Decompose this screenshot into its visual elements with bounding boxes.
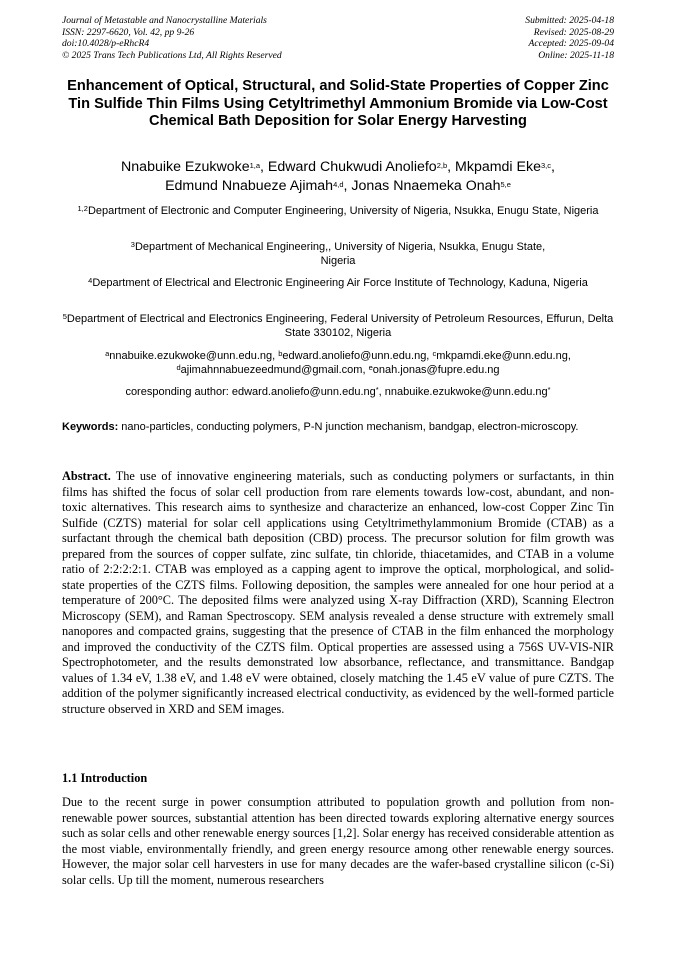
copyright: © 2025 Trans Tech Publications Ltd, All Rights Reserved [62,49,282,61]
author-name: Edward Chukwudi Anoliefo [267,159,437,175]
author-superscript: 2,b [436,161,448,170]
keywords-text: nano-particles, conducting polymers, P-N junction mechanism, bandgap, electron-microscopy. [118,421,579,433]
email-superscript: d [176,363,181,373]
abstract-text: The use of innovative engineering materials, such as conducting polymers or surfactants, in thin films has shifted the focus of solar cell production from rare elements towards low-cost, abundant, and non-toxic alternatives. This research aims to synthesize and characterize an enhanced, low-cost Copper Zinc Tin Sulfide (CZTS) material for solar cell applications using Cetyltrimethylammonium Bromide (CTAB) as a surfactant through the chemical bath deposition (CBD) process. The precursor solution for film growth was prepared from the sources of copper sulfate, zinc sulfate, tin chloride, thiacetamides, and CTAB in a volume ratio of 2:2:2:2:1. CTAB was employed as a capping agent to improve the optical, morphological, and solid-state properties of the CZTS films. Following deposition, the samples were annealed for one hour period at a temperature of 200°C. The deposited films were analyzed using X-ray Diffraction (XRD), Scanning Electron Microscopy (SEM), and Raman Spectroscopy. SEM analysis revealed a dense structure with extremely small nanopores and compacted grains, suggesting that the presence of CTAB in the film enhanced the morphology and improved the conductivity of the CZTS film. Optical properties are assessed using a 756S UV-VIS-NIR Spectrophotometer, and the results demonstrated low absorbance, reflectance, and transmittance. Bandgap values of 1.34 eV, 1.38 eV, and 1.48 eV were obtained, closely matching the 1.45 eV value of pure CZTS. The addition of the polymer significantly increased electrical conductivity, as evidenced by the well-formed particle structure observed in XRD and SEM images. [62,469,614,716]
accepted-date: Accepted: 2025-09-04 [528,38,614,50]
corresponding-mark: * [547,385,551,394]
header-left [62,15,282,61]
author-list: Nnabuike Ezukwoke$^{1,a}$, Edward Chukwudi Anoliefo$^{2,b}$, Mkpamdi Eke$^{3,c}$, Edmund Nnabueze Ajimah$^{4,d}$, Jonas Nnaemeka Onah$^{5,e}$ [121,159,555,194]
email-list [62,349,614,378]
author-name: Nnabuike Ezukwoke [121,159,250,175]
affiliation-text: Department of Electronic and Computer Engineering, University of Nigeria, Nsukka, Enugu State, Nigeria [87,205,599,217]
affiliation [62,312,614,341]
corresponding-mark: * [375,385,379,394]
email-superscript: b [278,349,283,358]
email-address[interactable]: nnabuike.ezukwoke@unn.edu.ng, [109,350,276,362]
introduction-paragraph: Due to the recent surge in power consumption attributed to population growth and pollution from non-renewable power sources, substantial attention has been directed towards exploring alternative energy sources such as solar cells and other renewable energy sources [1,2]. Solar energy has received considerable attention as the most viable, environmentally friendly, and green energy resource among other renewable energy sources. However, the major solar cell harvesters in use for many decades are the wafer-based crystalline silicon (c-Si) solar cells. Up till the moment, numerous researchers [62,795,614,887]
online-date: Online: 2025-11-18 [538,49,614,61]
author-superscript: 3,c [540,161,551,170]
doi: doi:10.4028/p-eRhcR4 [62,38,150,50]
affiliation-superscript: 1,2 [77,204,88,213]
email-superscript: c [432,349,437,358]
email-superscript: e [368,363,373,373]
author-name: Edmund Nnabueze Ajimah [165,178,334,194]
email-superscript: a [105,349,110,358]
affiliation-superscript: 5 [62,312,67,321]
email-address[interactable]: edward.anoliefo@unn.edu.ng, [282,350,430,362]
submitted-date: Submitted: 2025-04-18 [525,15,614,26]
email-address[interactable]: ajimahnnabuezeedmund@gmail.com, [180,364,366,377]
corresponding-author [62,385,614,399]
corresponding-email[interactable]: , nnabuike.ezukwoke@unn.edu.ng [378,386,548,398]
keywords-label: Keywords: [62,421,119,433]
author-superscript: 5,e [500,180,511,189]
email-address[interactable]: onah.jonas@fupre.edu.ng [372,364,500,377]
keywords [62,420,614,434]
paper-title: Enhancement of Optical, Structural, and Solid-State Properties of Copper Zinc Tin Sulfide Thin Films Using Cetyltrimethyl Ammonium Bromide via Low-Cost Chemical Bath Deposition for Solar Energy Harvesting [67,78,609,130]
abstract-label: Abstract. [62,469,111,483]
email-address[interactable]: mkpamdi.eke@unn.edu.ng, [436,350,571,362]
corresponding-email[interactable]: edward.anoliefo@unn.edu.ng [231,386,376,398]
affiliation-superscript: 4 [88,276,93,285]
affiliation [62,240,614,269]
author-name: Jonas Nnaemeka Onah [351,178,501,194]
affiliation-superscript: 3 [130,240,135,249]
abstract [62,469,614,717]
author-superscript: 4,d [333,180,344,189]
author-superscript: 1,a [249,161,261,170]
journal-name: Journal of Metastable and Nanocrystalline Materials [62,15,267,26]
affiliation [62,276,614,290]
affiliation [62,204,614,218]
author-name: Mkpamdi Eke [455,159,541,175]
issn: ISSN: 2297-6620, Vol. 42, pp 9-26 [62,26,195,38]
header-right [525,15,614,61]
revised-date: Revised: 2025-08-29 [533,26,614,38]
section-heading: 1.1 Introduction [62,771,148,785]
affiliation-text: Department of Electrical and Electronic Engineering Air Force Institute of Technology, Kaduna, Nigeria [92,277,588,289]
affiliation-text: Department of Electrical and Electronics Engineering, Federal University of Petroleum Resources, Effurun, Delta State 330102, Nigeria [66,313,614,340]
affiliation-text: Department of Mechanical Engineering,, University of Nigeria, Nsukka, Enugu State, Nigeria [134,241,546,268]
corresponding-label: coresponding author: [125,386,232,398]
